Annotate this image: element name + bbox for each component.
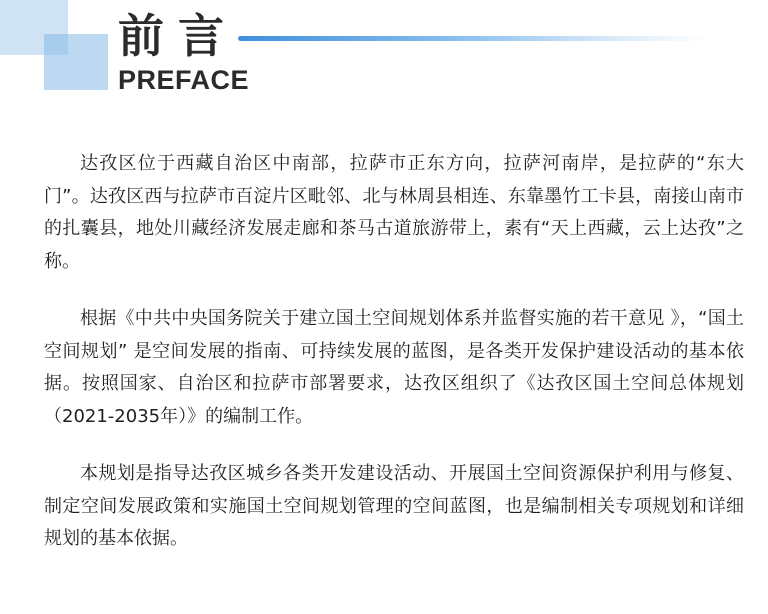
page-title: 前言 <box>118 9 238 63</box>
title-accent-line <box>238 36 708 41</box>
preface-body <box>44 148 744 581</box>
paragraph-intro: 达孜区位于西藏自治区中南部，拉萨市正东方向，拉萨河南岸，是拉萨的“东大门”。达孜区西与拉萨市百淀片区毗邻、北与林周县相连、东靠墨竹工卡县，南接山南市的扎囊县，地处川藏经济发展走廊和茶马古道旅游带上，素有“天上西藏，云上达孜”之称。 <box>44 153 744 272</box>
paragraph-purpose: 本规划是指导达孜区城乡各类开发建设活动、开展国土空间资源保护利用与修复、制定空间发展政策和实施国土空间规划管理的空间蓝图，也是编制相关专项规划和详细规划的基本依据。 <box>44 463 744 549</box>
paragraph-basis: 根据《中共中央国务院关于建立国土空间规划体系并监督实施的若干意见 》，“国土空间规划” 是空间发展的指南、可持续发展的蓝图，是各类开发保护建设活动的基本依据。按照国家、自治区和拉萨市部署要求，达孜区组织了《达孜区国土空间总体规划（2021-2035年）》的编制工作。 <box>44 308 744 427</box>
page-subtitle: PREFACE <box>118 65 250 95</box>
decorative-square-overlap <box>44 34 68 55</box>
